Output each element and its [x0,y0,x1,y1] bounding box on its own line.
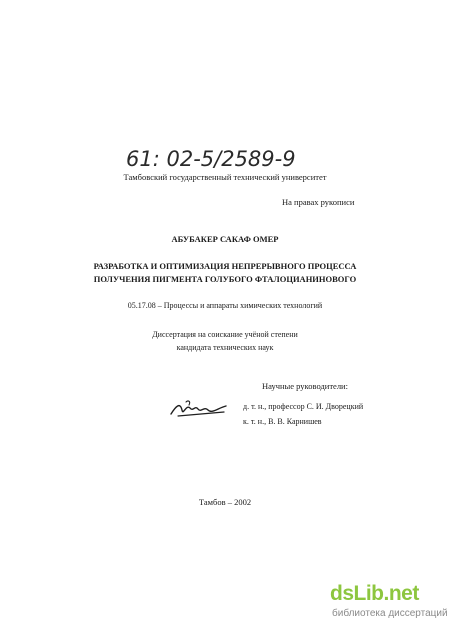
thesis-title-line-1: РАЗРАБОТКА И ОПТИМИЗАЦИЯ НЕПРЕРЫВНОГО ПРОЦЕССА [93,261,357,271]
supervisor-1: д. т. н., профессор С. И. Дворецкий [243,402,364,411]
specialty-code: 05.17.08 – Процессы и аппараты химических технологий [127,301,323,310]
rights-note: На правах рукописи [282,197,355,207]
watermark-brand: dsLib.net [330,582,419,605]
author-name: АБУБАКЕР САКАФ ОМЕР [171,234,279,244]
registration-code-text: 61: 02-5/2589-9 [126,147,296,171]
degree-line-1: Диссертация на соискание учёной степени [152,330,298,339]
watermark-subtitle: библиотека диссертаций [332,608,448,619]
university-name: Тамбовский государственный технический университет [123,172,327,182]
supervisors-label: Научные руководители: [262,381,348,391]
dslib-watermark [330,582,448,624]
handwritten-registration-code [124,140,314,174]
supervisor-2: к. т. н., В. В. Карнишев [243,417,322,426]
city-year: Тамбов – 2002 [198,497,252,507]
handwritten-signature [168,396,230,422]
thesis-title-line-2: ПОЛУЧЕНИЯ ПИГМЕНТА ГОЛУБОГО ФТАЛОЦИАНИНОВОГО [93,274,357,284]
degree-line-2: кандидата технических наук [176,343,274,352]
